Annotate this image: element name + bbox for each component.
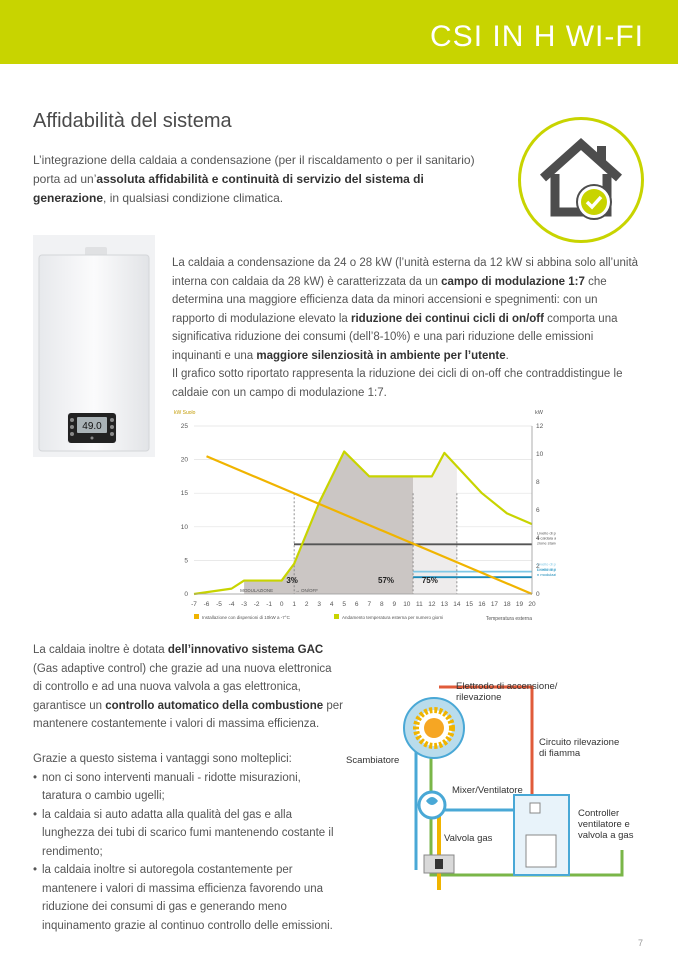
label-circuito-1: Circuito rilevazione: [539, 737, 620, 748]
header-title: CSI IN H WI-FI: [430, 20, 644, 53]
x-tick-label: 19: [515, 601, 524, 608]
reliability-badge-icon: [518, 117, 644, 243]
left-tick-label: 5: [184, 557, 188, 565]
benefits-lead: Grazie a questo sistema i vantaggi sono molteplici:: [33, 753, 292, 765]
body2-bold-2: controllo automatico della combustione: [105, 699, 324, 712]
body1-bold-2: riduzione dei continui cicli di on/off: [351, 312, 544, 325]
body1-bold-3: maggiore silenziosità in ambiente per l’utente: [256, 349, 506, 362]
benefits-list: [33, 750, 343, 935]
chart-svg: [172, 404, 556, 630]
x-tick-label: 20: [528, 601, 536, 608]
x-tick-label: 17: [490, 601, 499, 608]
right-tick-label: 8: [536, 479, 540, 486]
x-tick-label: 1: [292, 601, 296, 608]
x-tick-label: -7: [191, 601, 197, 608]
x-tick-label: 13: [440, 601, 448, 608]
house-check-icon: [521, 120, 641, 240]
x-tick-label: 6: [354, 601, 359, 608]
label-mixer: Mixer/Ventilatore: [452, 785, 523, 796]
right-tick-label: 4: [536, 535, 540, 542]
section-title: Affidabilità del sistema: [33, 110, 232, 132]
boiler-image: [33, 235, 155, 457]
body2-text-3: per mantenere costantemente i valori di massima efficienza.: [33, 699, 343, 730]
label-controller-2: ventilatore e: [578, 819, 630, 830]
left-tick-label: 25: [180, 423, 188, 430]
x-tick-label: -2: [253, 601, 260, 608]
left-tick-label: 10: [180, 523, 188, 531]
x-tick-label: 14: [453, 601, 461, 608]
x-tick-label: 9: [392, 601, 397, 608]
right-tick-label: 10: [536, 451, 544, 458]
left-tick-label: 0: [184, 591, 188, 598]
x-tick-label: 3: [317, 601, 321, 608]
x-tick-label: 7: [367, 601, 372, 608]
right-axis-label: kW: [535, 410, 543, 416]
reference-line-label: zione stan: [537, 540, 556, 546]
label-valvola: Valvola gas: [444, 833, 493, 844]
list-item: • la caldaia inoltre si autoregola costantemente per mantenere i valori di massima efficienza favorendo una riduzione dei consumi di gas e generando meno inquinamento grazie al continuo controllo delle emissioni.: [33, 861, 343, 935]
x-tick-label: -5: [216, 601, 222, 608]
reference-line-label: n modulazi: [537, 566, 556, 572]
intro-bold-1: assoluta affidabilità e continuità di servizio del sistema di generazione: [33, 172, 424, 205]
x-tick-label: 16: [478, 601, 486, 608]
annotation-label: 3%: [286, 576, 298, 585]
x-tick-label: 12: [428, 601, 436, 608]
x-tick-label: 18: [503, 601, 511, 608]
x-tick-label: -4: [228, 601, 235, 608]
x-tick-label: -6: [203, 601, 210, 608]
right-tick-label: 0: [536, 591, 540, 598]
intro-text-2: , in qualsiasi condizione climatica.: [103, 191, 284, 205]
legend-label: Installazione con dispersioni di 10kW a -7°C: [202, 615, 290, 620]
region-label: → ON/OFF: [295, 588, 319, 593]
label-scambiatore: Scambiatore: [346, 755, 400, 766]
body1-text-4: .: [505, 349, 509, 362]
list-item: • non ci sono interventi manuali - ridotte misurazioni, taratura o cambio ugelli;: [33, 769, 343, 806]
modulation-chart: [172, 404, 556, 630]
intro-text-1: L’integrazione della caldaia a condensazione (per il riscaldamento o per il sanitario) porta ad un’: [33, 153, 475, 186]
gac-diagram: [344, 675, 644, 895]
x-tick-label: -3: [241, 601, 247, 608]
body1-text-3: comporta una significativa riduzione dei consumi (dell’8-10%) e una pari riduzione delle emissioni inquinanti e una: [172, 312, 618, 362]
x-tick-label: 2: [304, 601, 309, 608]
x-tick-label: 10: [403, 601, 411, 608]
reference-line-label: a caldaia a: [537, 535, 556, 541]
body1-text-5: Il grafico sotto riportato rappresenta la riduzione dei cicli di on-off che contraddistingue le caldaie con un campo di modulazione 1:7.: [172, 368, 623, 399]
body2-text-1: La caldaia inoltre è dotata: [33, 644, 168, 656]
right-tick-label: 2: [536, 563, 540, 570]
label-elettrodo-2: rilevazione: [456, 692, 502, 703]
label-controller-3: valvola a gas: [578, 830, 634, 841]
right-tick-label: 6: [536, 507, 540, 514]
x-tick-label: -1: [266, 601, 273, 608]
shaded-area-onoff: [413, 453, 457, 594]
left-axis-label: kW Suolo: [174, 410, 196, 416]
modulation-paragraph: [172, 254, 642, 402]
annotation-label: 75%: [421, 576, 438, 585]
gac-paragraph: [33, 641, 343, 734]
intro-paragraph: [33, 151, 493, 208]
boiler-display-text: 49.0: [82, 421, 102, 432]
legend-label: Andamento temperatura esterna per numero giorni: [342, 615, 444, 620]
x-tick-label: 8: [379, 601, 384, 608]
annotation-label: 57%: [378, 576, 395, 585]
reference-line-label: Livello di p: [537, 561, 556, 567]
label-controller-1: Controller: [578, 808, 620, 819]
label-elettrodo-1: Elettrodo di accensione/: [456, 681, 558, 692]
list-item: • la caldaia si auto adatta alla qualità del gas e alla lunghezza dei tubi di scarico fumi mantenendo costante il rendimento;: [33, 806, 343, 862]
body1-bold-1: campo di modulazione 1:7: [441, 275, 585, 288]
reference-line-label: Livello di p: [537, 530, 556, 536]
region-label: MODULAZIONE: [240, 588, 274, 593]
body2-text-2: (Gas adaptive control) che grazie ad una nuova elettronica di controllo e ad una nuova valvola a gas elettronica, garantisce un: [33, 662, 332, 712]
reference-line-label: Livello di p: [537, 567, 556, 573]
x-tick-label: 5: [342, 601, 347, 608]
x-tick-label: 4: [329, 601, 334, 608]
label-circuito-2: di fiamma: [539, 748, 581, 759]
left-tick-label: 15: [180, 490, 188, 498]
legend-swatch: [194, 614, 199, 619]
reference-line-label: n modulazi: [537, 572, 556, 578]
body1-text-1: La caldaia a condensazione da 24 o 28 kW (l’unità esterna da 12 kW si abbina solo all’unità interna con caldaia da 28 kW) è caratterizzata da un: [172, 257, 639, 288]
body2-bold-1: dell’innovativo sistema GAC: [167, 644, 324, 656]
right-tick-label: 12: [536, 423, 544, 430]
x-tick-label: 0: [279, 601, 284, 608]
x-tick-label: 15: [465, 601, 474, 608]
x-tick-label: 11: [415, 601, 423, 608]
page-number: 7: [638, 938, 644, 948]
shaded-area-modulation: [244, 452, 413, 594]
left-tick-label: 20: [180, 456, 188, 464]
legend-swatch: [334, 614, 339, 619]
x-axis-label: Temperatura esterna: [485, 616, 532, 622]
body1-text-2: che determina una maggiore efficienza data da minori accensioni e spegnimenti: con un rapporto di modulazione elevato la: [172, 275, 607, 325]
